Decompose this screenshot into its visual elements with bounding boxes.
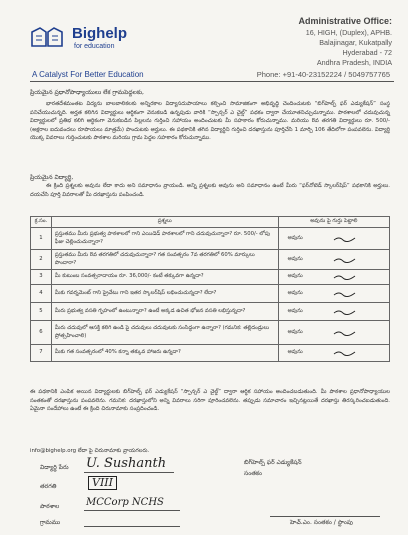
name-underline <box>84 472 174 473</box>
row-question: మీ కుటుంబ సంవత్సరాదాయం రూ. 36,000/- కంటే తక్కువగా ఉన్నదా? <box>51 270 278 285</box>
answer-cell[interactable] <box>278 228 389 250</box>
signature-label: సంతకం <box>244 470 263 477</box>
row-number: 7 <box>31 345 52 362</box>
brand-name: Bighelp <box>72 25 127 42</box>
name-value[interactable]: U. Sushanth <box>86 456 167 471</box>
answer-cell[interactable] <box>278 321 389 345</box>
address-line: 16, HIGH, (Duplex), APHB. <box>305 28 392 37</box>
answer-cell[interactable] <box>278 250 389 270</box>
school-label: పాఠశాల <box>40 503 60 510</box>
answer-text: అవును <box>287 289 303 296</box>
greeting: ప్రియమైన ప్రధానోపాధ్యాయులు లేక గ్రామపెద్దలకు, <box>30 89 144 96</box>
answer-text: అవును <box>287 307 303 314</box>
office-heading: Administrative Office: <box>298 16 392 26</box>
instructions-paragraph: ఈ క్రింది ప్రశ్నలకు అవును లేదా కాదు అని సమాధానం వ్రాయండి. అన్ని ప్రశ్నలకు అవును అని సమాధానం ఉంటే మీరు “ఫర్‌నోటెడ్ స్కాలర్‌షిప్” పథకానికి అర్హులు. దయచేసి పూర్తి వివరాలతో మీ దరఖాస్తును పంపించండి. <box>30 183 390 198</box>
table-row <box>31 321 390 345</box>
checkmark-scribble-icon <box>333 309 357 315</box>
checkmark-scribble-icon <box>333 274 357 280</box>
village-underline[interactable] <box>84 526 180 527</box>
row-number: 5 <box>31 303 52 321</box>
row-question: ప్రస్తుతము మీరు ప్రభుత్వ పాఠశాలలో గాని ఎయిడెడ్ పాఠశాలలో గాని చదువుచున్నారా? రూ. 500/- లోపు ఫీజు చెల్లించుచున్నారా? <box>51 228 278 250</box>
hm-signature-line[interactable] <box>270 516 380 517</box>
checkmark-scribble-icon <box>333 291 357 297</box>
tagline: A Catalyst For Better Education <box>32 70 144 79</box>
row-question: ప్రస్తుతము మీరు 8వ తరగతిలో చదువుచున్నారా? గత సంవత్సరం 7వ తరగతిలో 60% మార్కులు పొందారా? <box>51 250 278 270</box>
class-label: తరగతి <box>40 483 57 490</box>
table-row <box>31 228 390 250</box>
table-row <box>31 285 390 303</box>
school-underline <box>84 510 180 511</box>
eligibility-table <box>30 216 390 362</box>
contact-line: info@bighelp.org లేదా పై చిరునామాకు వ్రాయగలరు. <box>30 448 150 454</box>
row-number: 3 <box>31 270 52 285</box>
name-label: విద్యార్థి పేరు <box>40 464 69 471</box>
row-number: 6 <box>31 321 52 345</box>
answer-text: అవును <box>287 255 303 262</box>
headmaster-signature-label: హెచ్.ఎం. సంతకం / స్టాంపు <box>290 519 353 526</box>
row-question: మీకు గత సంవత్సరంలో 40% కన్నా తక్కువ హాజరు ఉన్నదా? <box>51 345 278 362</box>
village-label: గ్రామము <box>40 519 61 526</box>
row-question: మీరు ప్రభుత్వ వసతి గృహంలో ఉంటున్నారా? ఉంటే అక్కడ ఉచిత భోజన వసతి లభిస్తున్నదా? <box>51 303 278 321</box>
checkmark-scribble-icon <box>333 330 357 336</box>
header-divider <box>30 81 394 82</box>
school-value[interactable]: MCCorp NCHS <box>86 497 164 508</box>
header-questions: ప్రశ్నలు <box>51 217 278 228</box>
footer-notes: ఈ పథకానికి ఎంపిక అయిన విద్యార్థులకు బిగ్‌హెల్ప్ ఫర్ ఎడ్యుకేషన్ “స్పాన్సర్ ఎ చైల్డ్” ద్వారా ఆర్థిక సహాయం అందించబడుతుంది. మీ పాఠశాల ప్రధానోపాధ్యాయుల సంతకంతో దరఖాస్తును పంపవలెను. గమనిక: దరఖాస్తులోని అన్ని వివరాలు సరిగా పూరించవలెను. తప్పుడు సమాచారం ఇచ్చినట్లయితే దరఖాస్తు తిరస్కరించబడుతుంది. ఏమైనా సందేహాలు ఉంటే ఈ క్రింది చిరునామాకు సంప్రదించండి. <box>30 389 390 413</box>
answer-cell[interactable] <box>278 303 389 321</box>
office-phone: Phone: +91-40-23152224 / 5049757765 <box>256 70 390 79</box>
answer-text: అవును <box>287 349 303 356</box>
table-row <box>31 345 390 362</box>
address-line: Andhra Pradesh, INDIA <box>316 58 392 67</box>
row-number: 4 <box>31 285 52 303</box>
office-address <box>252 16 392 68</box>
checkmark-scribble-icon <box>333 350 357 356</box>
brand-subtitle: for education <box>74 43 115 50</box>
table-row <box>31 270 390 285</box>
student-greeting: ప్రియమైన విద్యార్థి, <box>30 174 74 181</box>
header-answer: అవును పై గుర్తు పెట్టాలి <box>278 217 389 228</box>
header-serial: క్ర.సం. <box>31 217 52 228</box>
checkmark-scribble-icon <box>333 236 357 242</box>
answer-cell[interactable] <box>278 345 389 362</box>
answer-cell[interactable] <box>278 270 389 285</box>
table-row <box>31 250 390 270</box>
row-number: 2 <box>31 250 52 270</box>
answer-cell[interactable] <box>278 285 389 303</box>
row-number: 1 <box>31 228 52 250</box>
organization-signature-label: బిగ్‌హెల్ప్ ఫర్ ఎడ్యుకేషన్ <box>244 459 302 466</box>
row-question: మీరు చదువులో ఆసక్తి కలిగి ఉండి పై చదువులు చదువుటకు సంసిద్ధంగా ఉన్నారా? (గమనిక: తల్లిదండ్రులు ప్రోత్సహించాలి) <box>51 321 278 345</box>
table-row <box>31 303 390 321</box>
bighelp-logo-icon <box>30 24 64 48</box>
checkmark-scribble-icon <box>333 257 357 263</box>
answer-text: అవును <box>287 234 303 241</box>
address-line: Balajinagar, Kukatpally <box>319 38 392 47</box>
class-value[interactable]: VIII <box>88 476 117 490</box>
answer-text: అవును <box>287 273 303 280</box>
row-question: మీకు గవర్నమెంట్ గాని ప్రైవేటు గాని ఇతర స్కాలర్‌షిప్ లభించుచున్నదా? లేదా? <box>51 285 278 303</box>
table-header-row <box>31 217 390 228</box>
intro-paragraph: భారతదేశమంతట విద్యను బాలబాలికలకు అన్నిరకాల విద్యాసదుపాయాలు కల్పించి సామాజికంగా అభివృద్ధి చెందించుటకు “బిగ్‌హెల్ప్ ఫర్ ఎడ్యుకేషన్” సంస్థ పనిచేయుచున్నది. అర్హత కలిగిన విద్యార్థులు ఆర్థికంగా వెనుకబడి ఉన్నపుడు వారికి “స్పాన్సర్ ఎ చైల్డ్” పథకం ద్వారా చేయూతనిచ్చుచున్నాము. పాఠశాలలో చదువుచున్న విద్యార్థులలో ప్రతిభ కలిగి ఆర్థికంగా వెనుకబడిన పిల్లలను గుర్తించి సహాయం అందించుటకు మీ సహకారం కోరుచున్నాము. మరియు 8వ తరగతి విద్యార్థులు రూ. 500/- (అక్షరాల ఐదువందలు రూపాయలు మాత్రమే) పొందుటకు అర్హులు. ఈ పథకానికి తగిన విద్యార్థిని గుర్తించి దరఖాస్తును పూర్తిచేసి 1 మార్చి 106 తేదిలోగా పంపవలెను. విద్యార్థి యొక్క వివరాలు గుర్తించుటకు పాఠశాల మరియు గ్రామ పెద్దల సహకారం కోరుచున్నాము. <box>30 101 390 142</box>
address-line: Hyderabad - 72 <box>342 48 392 57</box>
answer-text: అవును <box>287 328 303 335</box>
